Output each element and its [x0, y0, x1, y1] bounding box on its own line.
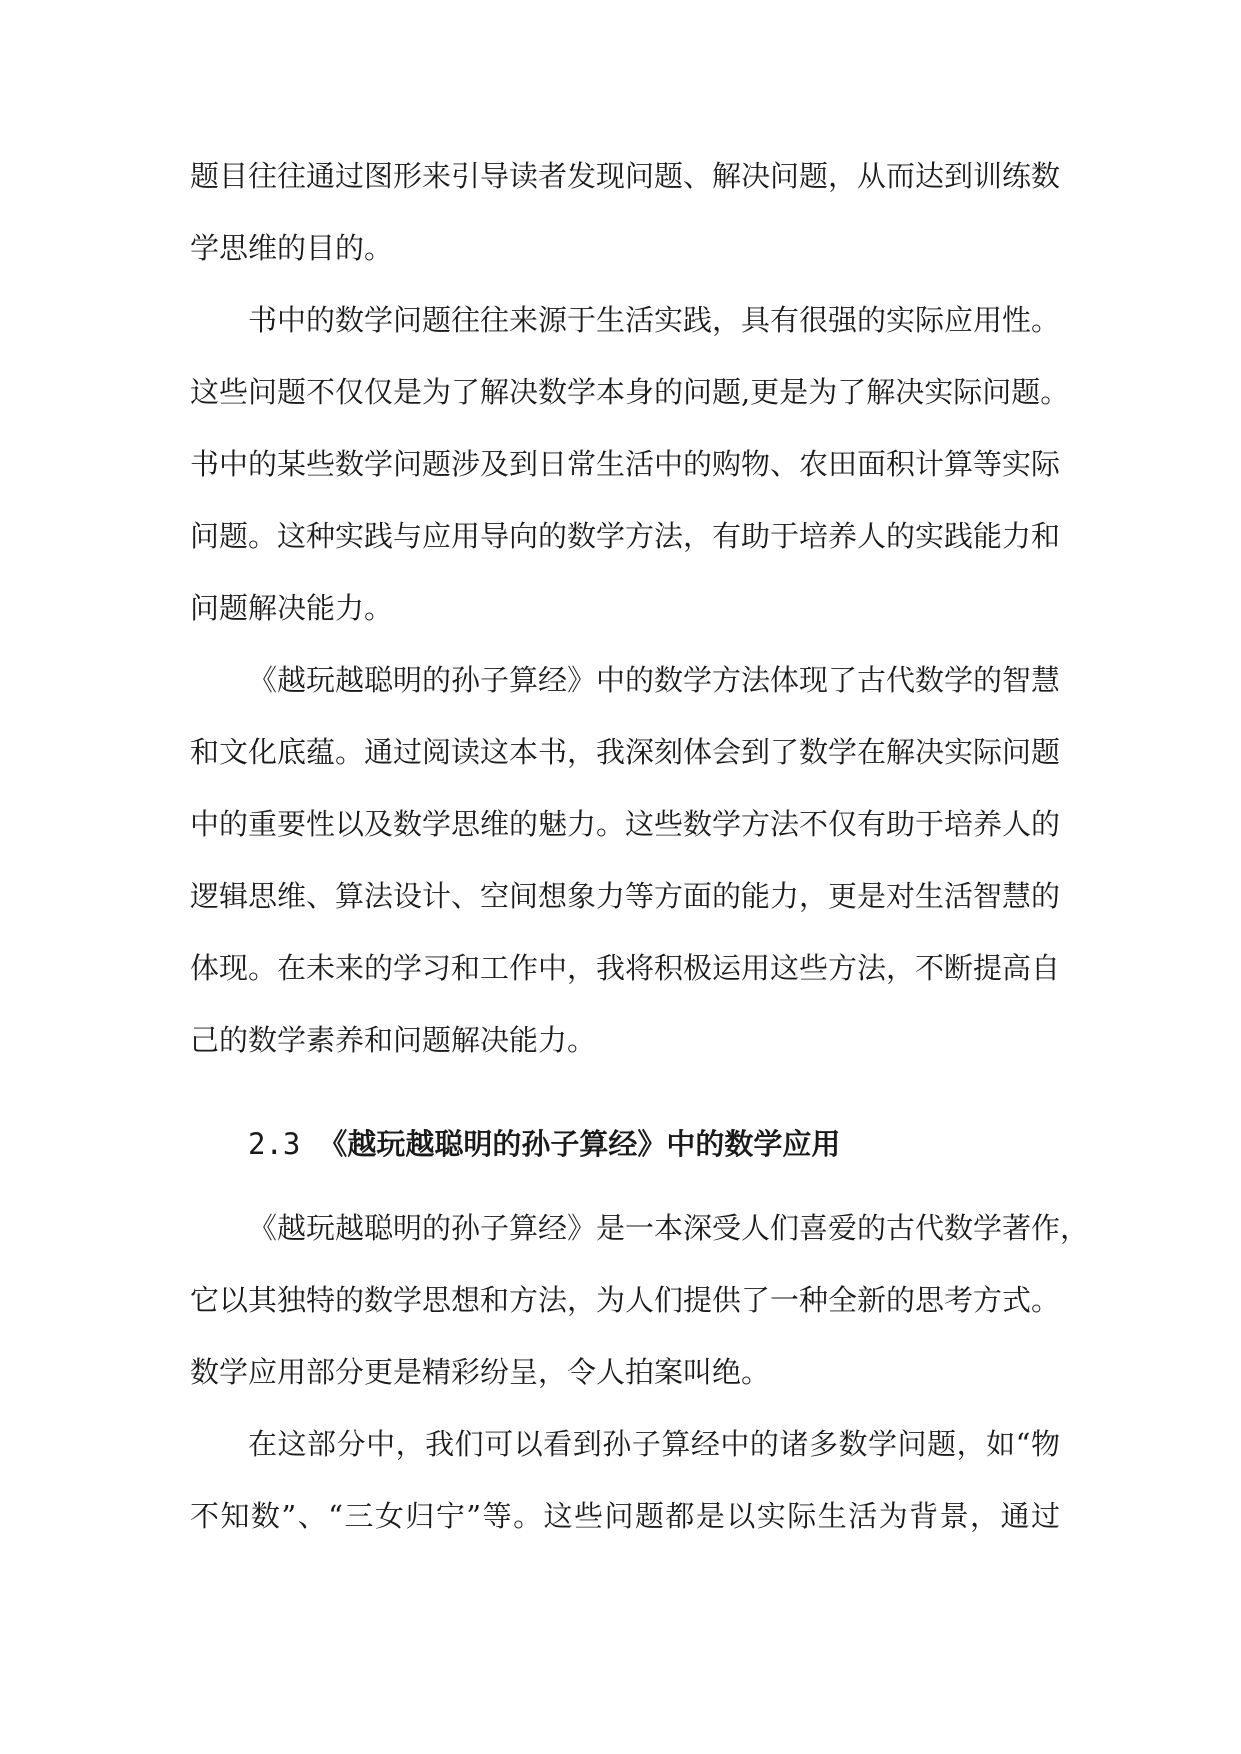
- paragraph-2: [190, 284, 1070, 644]
- section-title: 《越玩越聪明的孙子算经》中的数学应用: [318, 1127, 841, 1161]
- text-line: 问题解决能力。: [190, 591, 394, 625]
- heading-spacer: [190, 1174, 1060, 1192]
- text-line: 这些问题不仅仅是为了解决数学本身的问题,更是为了解决实际问题。: [190, 375, 1070, 409]
- text-line: 和文化底蕴。通过阅读这本书，我深刻体会到了数学在解决实际问题: [190, 735, 1061, 769]
- text-line: 在这部分中，我们可以看到孙子算经中的诸多数学问题，如“物: [248, 1427, 1060, 1461]
- text-line: 《越玩越聪明的孙子算经》是一本深受人们喜爱的古代数学著作，: [248, 1211, 1090, 1245]
- section-paragraph-1: [190, 1192, 1090, 1408]
- text-line: 数学应用部分更是精彩纷呈，令人拍案叫绝。: [190, 1355, 771, 1389]
- text-line: 己的数学素养和问题解决能力。: [190, 1023, 597, 1057]
- text-line: 书中的数学问题往往来源于生活实践，具有很强的实际应用性。: [248, 303, 1061, 337]
- paragraph-3: [190, 644, 1060, 1076]
- text-line: 逻辑思维、算法设计、空间想象力等方面的能力，更是对生活智慧的: [190, 879, 1061, 913]
- text-line: 《越玩越聪明的孙子算经》中的数学方法体现了古代数学的智慧: [248, 663, 1061, 697]
- text-line: 学思维的目的。: [190, 231, 394, 265]
- section-paragraph-2: [190, 1408, 1060, 1552]
- text-line: 不知数”、“三女归宁”等。这些问题都是以实际生活为背景，通过: [190, 1499, 1060, 1533]
- section-spacer: [190, 1076, 1060, 1114]
- section-number: 2.3: [248, 1127, 301, 1161]
- text-line: 体现。在未来的学习和工作中，我将积极运用这些方法，不断提高自: [190, 951, 1061, 985]
- paragraph-1: [190, 140, 1060, 284]
- document-page: [190, 140, 1090, 1552]
- text-line: 中的重要性以及数学思维的魅力。这些数学方法不仅有助于培养人的: [190, 807, 1061, 841]
- text-line: 题目往往通过图形来引导读者发现问题、解决问题，从而达到训练数: [190, 159, 1061, 193]
- text-line: 书中的某些数学问题涉及到日常生活中的购物、农田面积计算等实际: [190, 447, 1061, 481]
- text-line: 问题。这种实践与应用导向的数学方法，有助于培养人的实践能力和: [190, 519, 1061, 553]
- section-heading: [190, 1114, 1060, 1174]
- text-line: 它以其独特的数学思想和方法，为人们提供了一种全新的思考方式。: [190, 1283, 1061, 1317]
